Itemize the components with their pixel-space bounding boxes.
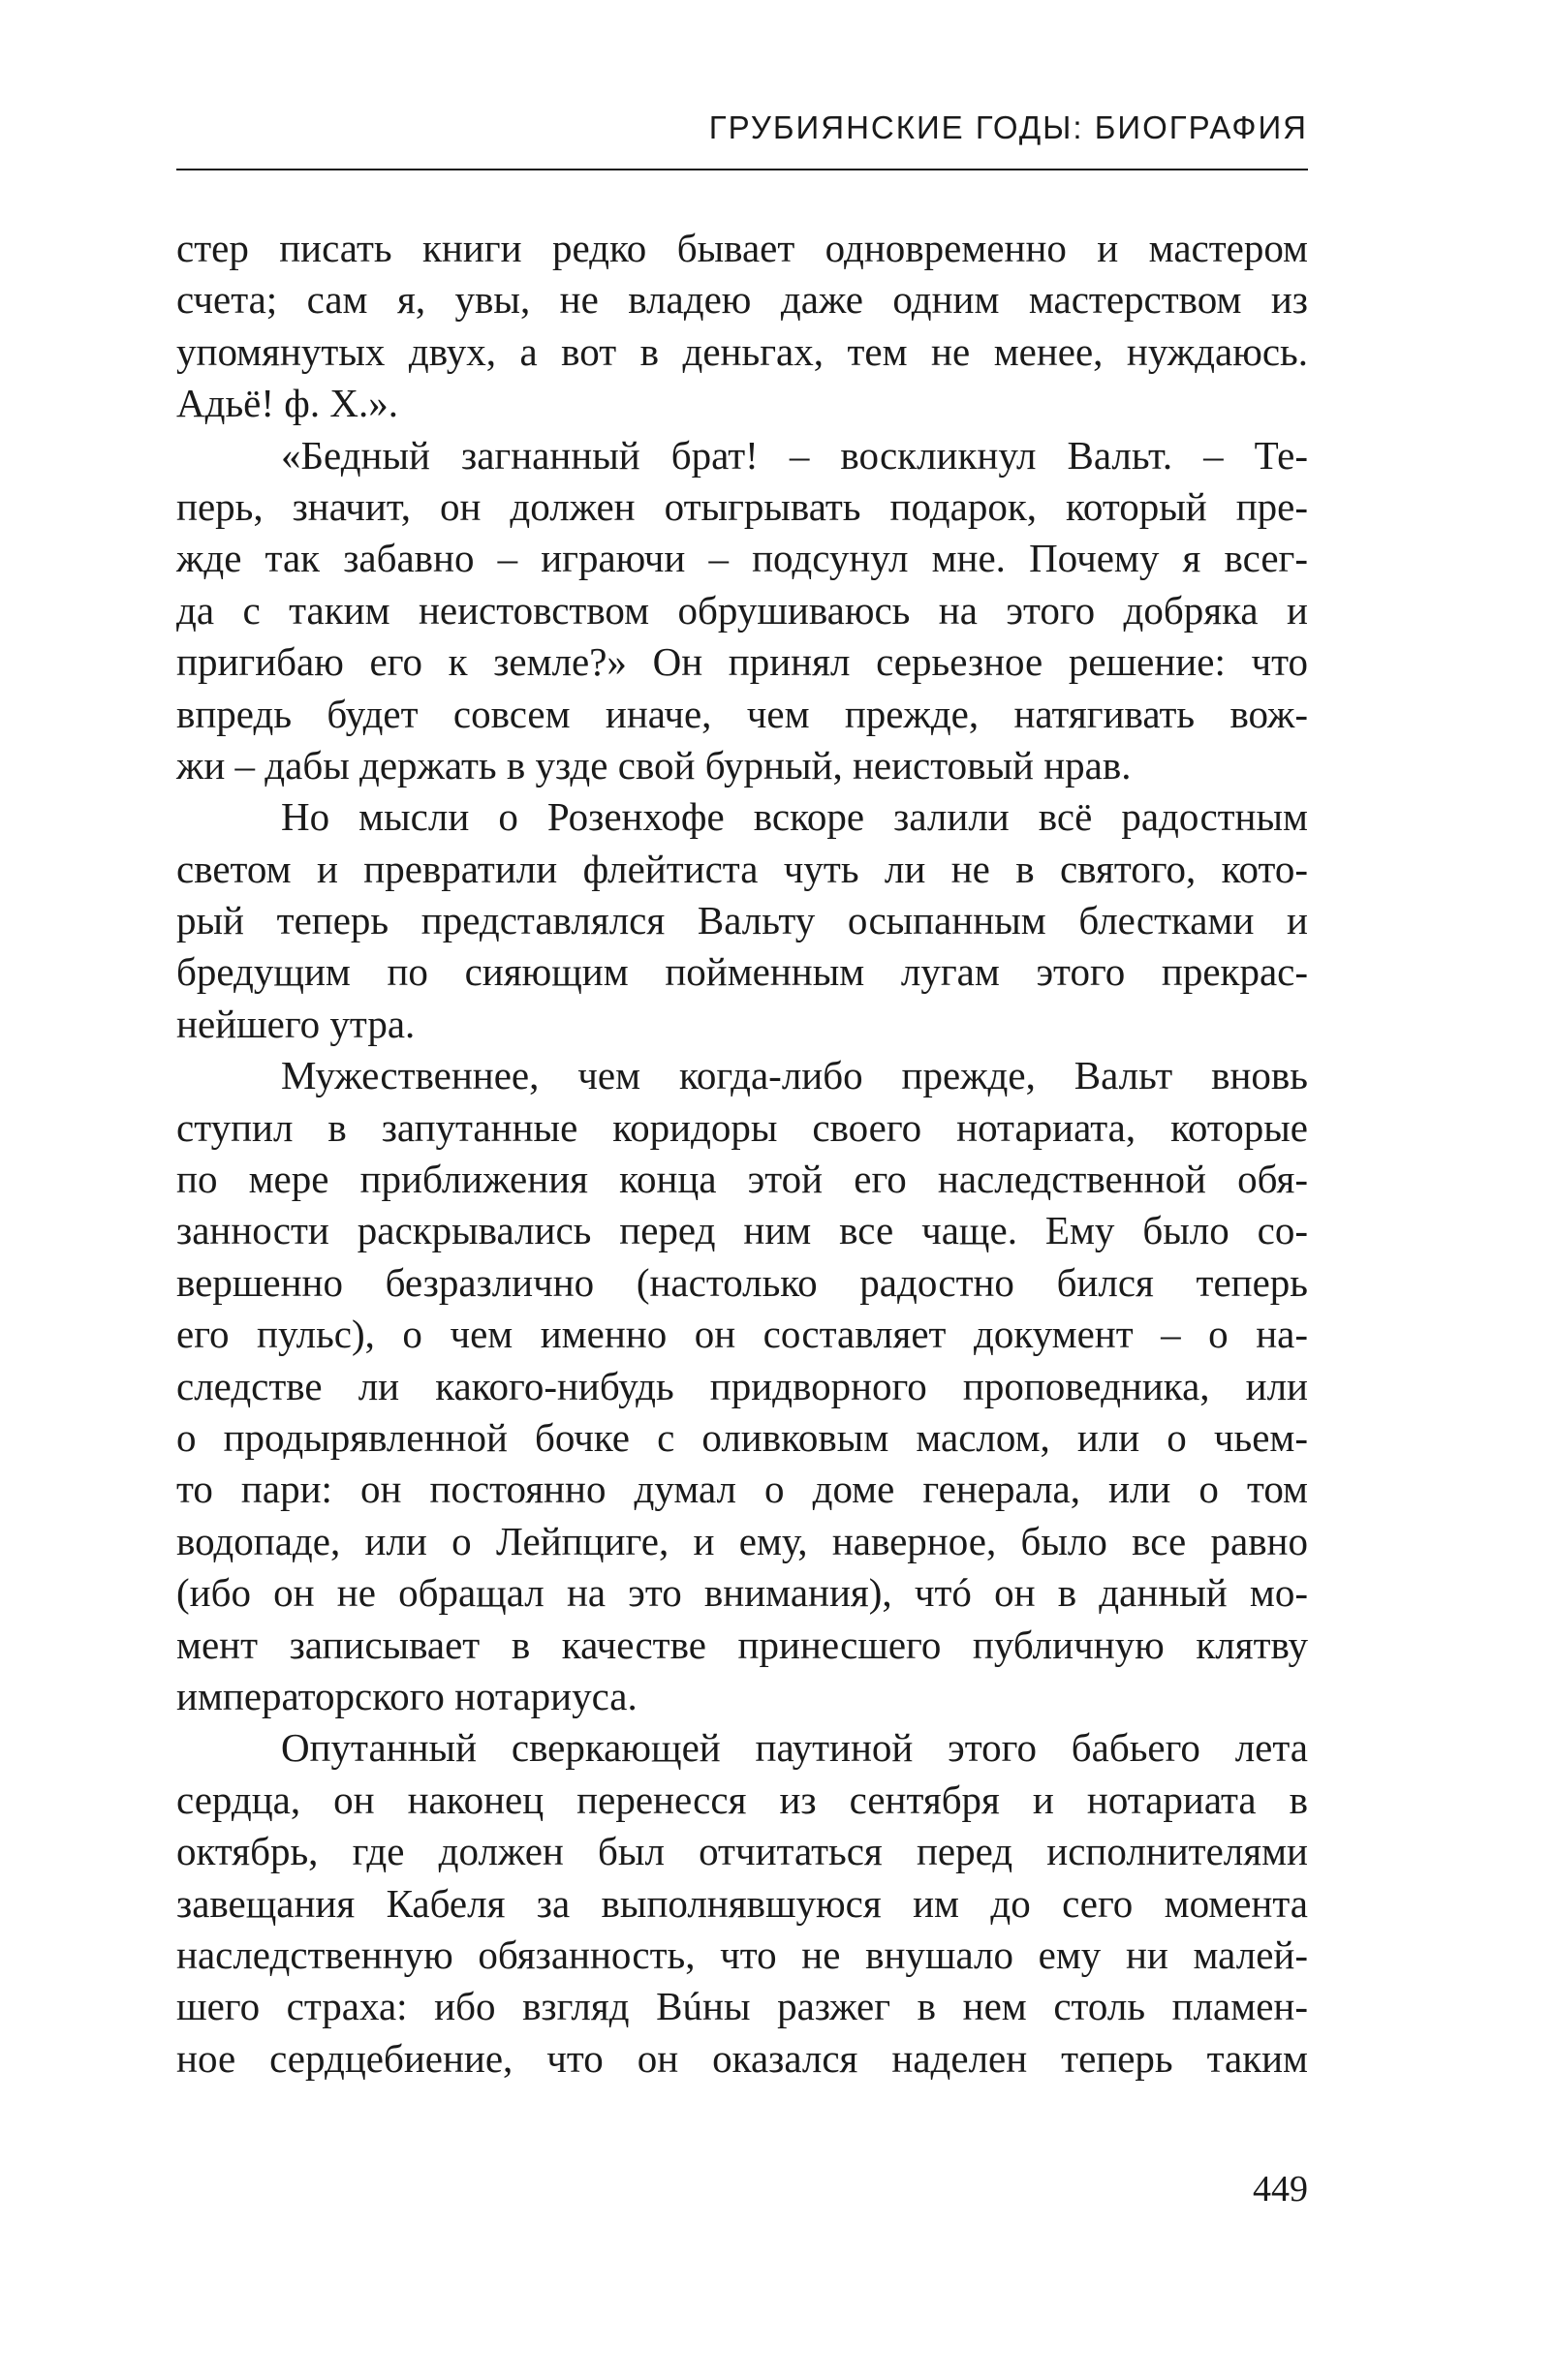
text-line: бредущим по сияющим пойменным лугам этого прекрас- [176,949,1308,995]
text-line: рый теперь представлялся Вальту осыпанным блестками и [176,898,1308,943]
text-line: октябрь, где должен был отчитаться перед исполнителями [176,1829,1308,1874]
text-line: по мере приближения конца этой его наследственной обя- [176,1157,1308,1202]
text-line: стер писать книги редко бывает одновременно и мастером [176,226,1308,270]
text-line: занности раскрывались перед ним все чаще. Ему было со- [176,1208,1308,1253]
text-line: упомянутых двух, а вот в деньгах, тем не менее, нуждаюсь. [176,328,1308,374]
text-line: водопаде, или о Лейпциге, и ему, наверное, было все равно [176,1518,1308,1563]
text-line: о продырявленной бочке с оливковым маслом, или о чьем- [176,1414,1308,1460]
text-line: счета; сам я, увы, не владею даже одним мастерством из [176,277,1308,323]
text-line: ступил в запутанные коридоры своего нотариата, которые [176,1104,1308,1150]
text-line: его пульс), о чем именно он составляет документ – о на- [176,1312,1308,1357]
page-number: 449 [1253,2169,1308,2210]
text-line: мент записывает в качестве принесшего публичную клятву [176,1622,1308,1667]
text-line: светом и превратили флейтиста чуть ли не в святого, кото- [176,846,1308,891]
text-line: пригибаю его к земле?» Он принял серьезное решение: что [176,639,1308,685]
text-line: наследственную обязанность, что не внушало ему ни малей- [176,1932,1308,1977]
text-line: императорского нотариуса. [176,1673,638,1718]
text-line: да с таким неистовством обрушиваюсь на этого добряка и [176,587,1308,633]
running-head-title: ГРУБИЯНСКИЕ ГОДЫ: БИОГРАФИЯ [708,109,1308,145]
text-line: (ибо он не обращал на это внимания), чтó он в данный мо- [176,1570,1308,1616]
text-line: жде так забавно – играючи – подсунул мне. Почему я всег- [176,536,1308,581]
text-line: нейшего утра. [176,1001,416,1046]
text-line: следстве ли какого-нибудь придворного проповедника, или [176,1363,1308,1408]
text-line: Опутанный сверкающей паутиной этого бабьего лета [281,1725,1308,1771]
text-line: впредь будет совсем иначе, чем прежде, натягивать вож- [176,691,1308,736]
text-line: сердца, он наконец перенесся из сентября и нотариата в [176,1777,1308,1822]
header-rule [176,169,1308,170]
text-line: ное сердцебиение, что он оказался наделен теперь таким [176,2035,1308,2081]
text-line: Мужественнее, чем когда-либо прежде, Вальт вновь [281,1053,1308,1098]
text-line: то пари: он постоянно думал о доме генерала, или о том [176,1467,1308,1512]
text-line: жи – дабы держать в узде свой бурный, неистовый нрав. [176,742,1132,788]
text-line: завещания Кабеля за выполнявшуюся им до сего момента [176,1880,1308,1926]
text-line: «Бедный загнанный брат! – воскликнул Вальт. – Те- [281,432,1308,478]
text-line: вершенно безразлично (настолько радостно бился теперь [176,1259,1308,1305]
body-text [176,223,1308,2085]
text-line: Но мысли о Розенхофе вскоре залили всё радостным [281,794,1308,840]
text-line: шего страха: ибо взгляд Вúны разжег в нем столь пламен- [176,1984,1308,2029]
text-line: перь, значит, он должен отыгрывать подарок, который пре- [176,483,1308,529]
text-line: Адьё! ф. Х.». [176,381,398,426]
